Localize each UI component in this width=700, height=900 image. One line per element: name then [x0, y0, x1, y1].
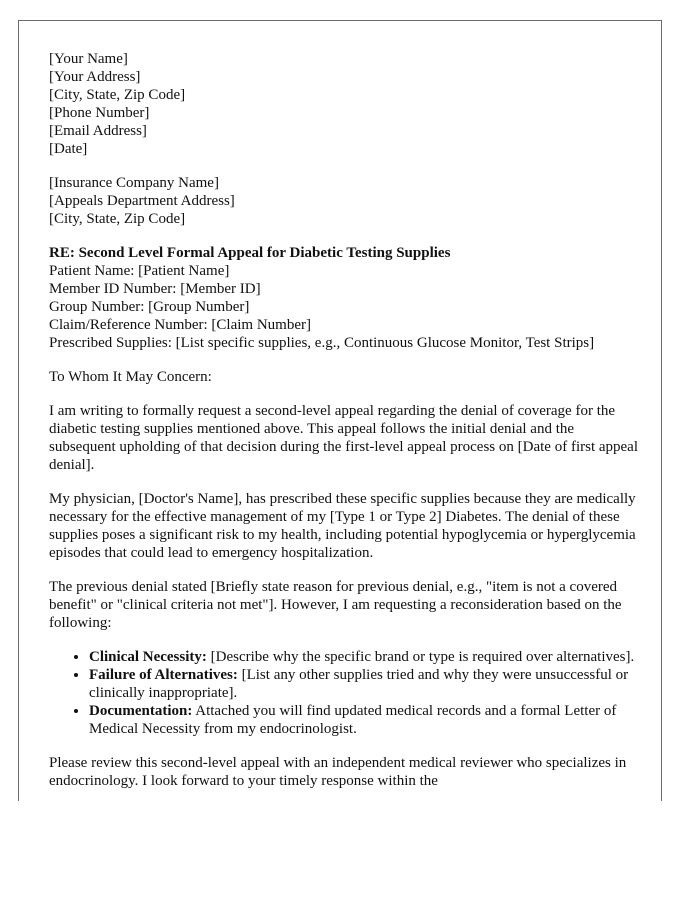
- list-item: [89, 648, 639, 666]
- bullet-label: Documentation:: [89, 703, 193, 719]
- recipient-city-state-zip: [City, State, Zip Code]: [49, 211, 186, 227]
- bullet-text: [Describe why the specific brand or type is required over alternatives].: [206, 649, 635, 665]
- salutation: To Whom It May Concern:: [49, 369, 212, 385]
- prescribed-supplies-line: Prescribed Supplies: [List specific supplies, e.g., Continuous Glucose Monitor, Test Strips]: [49, 335, 595, 351]
- letter-date: [Date]: [49, 141, 88, 157]
- bullet-text: Attached you will find updated medical records and a formal Letter of Medical Necessity from my endocrinologist.: [89, 703, 617, 737]
- paragraph-appeal-request: I am writing to formally request a second-level appeal regarding the denial of coverage for the diabetic testing supplies mentioned above. This appeal follows the initial denial and the subsequent upholding of that decision during the first-level appeal process on [Date of first appeal denial].: [49, 403, 638, 473]
- re-block: [49, 244, 639, 352]
- paragraph-review-request: Please review this second-level appeal with an independent medical reviewer who specializes in endocrinology. I look forward to your timely response within the: [49, 755, 627, 789]
- patient-name-line: Patient Name: [Patient Name]: [49, 263, 230, 279]
- letter-content: [49, 50, 639, 801]
- claim-number-line: Claim/Reference Number: [Claim Number]: [49, 317, 311, 333]
- list-item: [89, 702, 639, 738]
- sender-email: [Email Address]: [49, 123, 147, 139]
- reasons-list: [49, 648, 639, 738]
- bullet-label: Failure of Alternatives:: [89, 667, 238, 683]
- sender-address: [Your Address]: [49, 69, 141, 85]
- paragraph-previous-denial: The previous denial stated [Briefly state reason for previous denial, e.g., "item is not a covered benefit" or "clinical criteria not met"]. However, I am requesting a reconsideration based on the following:: [49, 579, 622, 631]
- letter-page: [18, 20, 662, 801]
- sender-phone: [Phone Number]: [49, 105, 150, 121]
- group-number-line: Group Number: [Group Number]: [49, 299, 250, 315]
- recipient-address: [Appeals Department Address]: [49, 193, 235, 209]
- re-title: RE: Second Level Formal Appeal for Diabetic Testing Supplies: [49, 245, 451, 261]
- member-id-line: Member ID Number: [Member ID]: [49, 281, 261, 297]
- paragraph-medical-necessity: My physician, [Doctor's Name], has prescribed these specific supplies because they are medically necessary for the effective management of my [Type 1 or Type 2] Diabetes. The denial of these supplies poses a significant risk to my health, including potential hypoglycemia or hyperglycemia episodes that could lead to emergency hospitalization.: [49, 491, 636, 561]
- recipient-company: [Insurance Company Name]: [49, 175, 219, 191]
- recipient-block: [49, 174, 639, 228]
- bullet-label: Clinical Necessity:: [89, 649, 207, 665]
- bullet-text: [List any other supplies tried and why they were unsuccessful or clinically inappropriate].: [89, 667, 629, 701]
- sender-block: [49, 50, 639, 158]
- sender-city-state-zip: [City, State, Zip Code]: [49, 87, 186, 103]
- list-item: [89, 666, 639, 702]
- sender-name: [Your Name]: [49, 51, 128, 67]
